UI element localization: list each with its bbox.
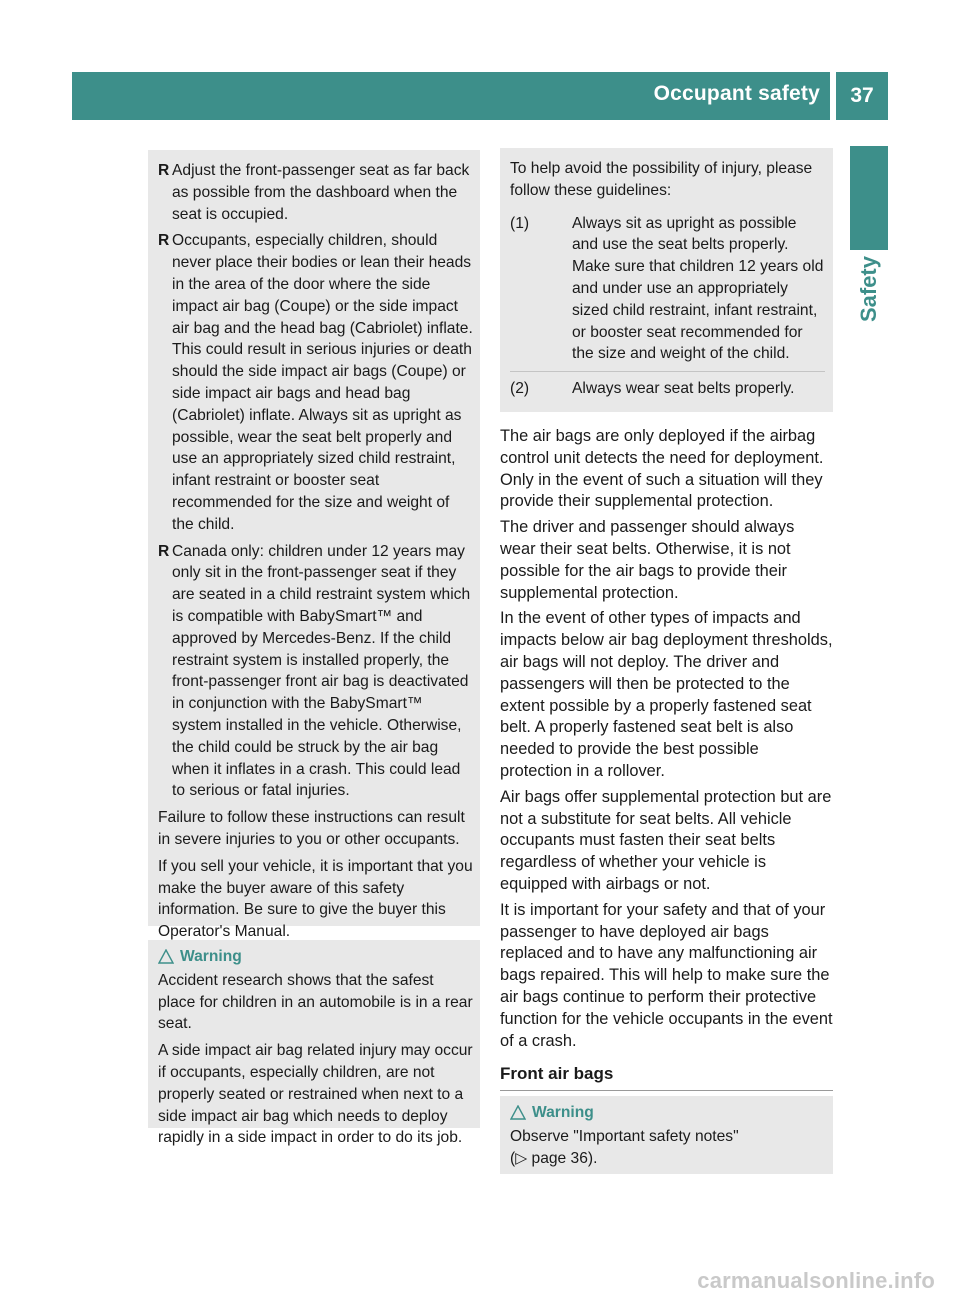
- side-tab: [850, 256, 888, 356]
- paragraph: If you sell your vehicle, it is important that you make the buyer aware of this safety information. Be sure to give the buyer this Operator's Manual.: [158, 857, 473, 941]
- paragraph: The air bags are only deployed if the airbag control unit detects the need for deployment. Only in the event of such a situation will they provide their supplemental protection.: [500, 427, 824, 511]
- guideline-number: (2): [510, 380, 530, 398]
- guideline-row: [510, 213, 825, 366]
- warning-heading-label: Warning: [532, 1104, 594, 1121]
- page-reference-link[interactable]: (▷ page 36).: [510, 1149, 598, 1167]
- guideline-text: Always wear seat belts properly.: [572, 380, 795, 398]
- guideline-number: (1): [510, 214, 530, 232]
- section-heading: Front air bags: [500, 1064, 833, 1091]
- paragraph: It is important for your safety and that of your passenger to have deployed air bags replaced and to have any malfunctioning air bags repaired. This will help to make sure the air bags continue to perform their protective function for the vehicle occupants in the event of a crash.: [500, 900, 833, 1050]
- safety-notes-box: [148, 150, 480, 941]
- watermark: carmanualsonline.info: [697, 1268, 935, 1293]
- warning-heading-label: Warning: [180, 948, 242, 965]
- bullet-item: R Canada only: children under 12 years may only sit in the front-passenger seat if they are seated in a child restraint system which is compatible with BabySmart™ and approved by Mercedes-Benz. If the child restraint system is installed properly, the front-passenger front air bag is deactivated in conjunction with the BabySmart™ system installed in the vehicle. Otherwise, the child could be struck by the air bag when it inflates in a crash. This could lead to serious or fatal injuries.: [158, 542, 471, 800]
- paragraph: In the event of other types of impacts and impacts below air bag deployment thresholds, air bags will not deploy. The driver and passengers will then be protected to the extent possible by a properly fastened seat belt. A properly fastened seat belt is also needed to provide the best possible protection in a rollover.: [500, 609, 833, 780]
- warning-triangle-icon: [510, 1105, 526, 1120]
- bullet-item: R Adjust the front-passenger seat as far back as possible from the dashboard when the seat is occupied.: [158, 162, 470, 223]
- paragraph: A side impact air bag related injury may occur if occupants, especially children, are not properly seated or restrained when next to a side impact air bag which needs to deploy rapidly in a side impact in order to do its job.: [158, 1042, 473, 1147]
- warning-heading: [510, 1102, 825, 1124]
- warning-triangle-icon: [158, 949, 174, 964]
- paragraph: Observe "Important safety notes": [510, 1127, 739, 1145]
- warning-box: [148, 940, 480, 1147]
- paragraph: The driver and passenger should always wear their seat belts. Otherwise, it is not possible for the air bags to provide their supplemental protection.: [500, 518, 795, 602]
- header-bar: [72, 72, 830, 120]
- guidelines-box: [500, 148, 833, 412]
- page-number: 37: [836, 72, 888, 120]
- paragraph: Air bags offer supplemental protection but are not a substitute for seat belts. All vehicle occupants must fasten their seat belts regardless of whether your vehicle is equipped with airbags or not.: [500, 787, 832, 893]
- guidelines-intro: To help avoid the possibility of injury, please follow these guidelines:: [510, 160, 813, 199]
- side-tab-marker: [850, 146, 888, 250]
- paragraph: Accident research shows that the safest place for children in an automobile is in a rear seat.: [158, 971, 473, 1033]
- guideline-row: [510, 378, 825, 400]
- warning-heading: [158, 946, 474, 968]
- paragraph: Failure to follow these instructions can result in severe injuries to you or other occupants.: [158, 809, 465, 848]
- guideline-text: Always sit as upright as possible and use the seat belts properly. Make sure that children 12 years old and under use an appropriately sized child restraint, infant restraint, or booster seat recommended for the size and weight of the child.: [572, 214, 824, 363]
- body-text: [500, 426, 834, 1056]
- warning-box: [500, 1096, 833, 1174]
- page-title: Occupant safety: [653, 82, 820, 105]
- bullet-item: R Occupants, especially children, should never place their bodies or lean their heads in the area of the door where the side impact air bag (Coupe) or the side impact air bag and the head bag (Cabriolet) inflate. This could result in serious injuries or death should the side impact air bags (Coupe) or side impact air bags and head bag (Cabriolet) inflate. Always sit as upright as possible, wear the seat belt properly and use an appropriately sized child restraint, infant restraint or booster seat recommended for the size and weight of the child.: [158, 232, 473, 533]
- side-tab-label: Safety: [856, 256, 881, 323]
